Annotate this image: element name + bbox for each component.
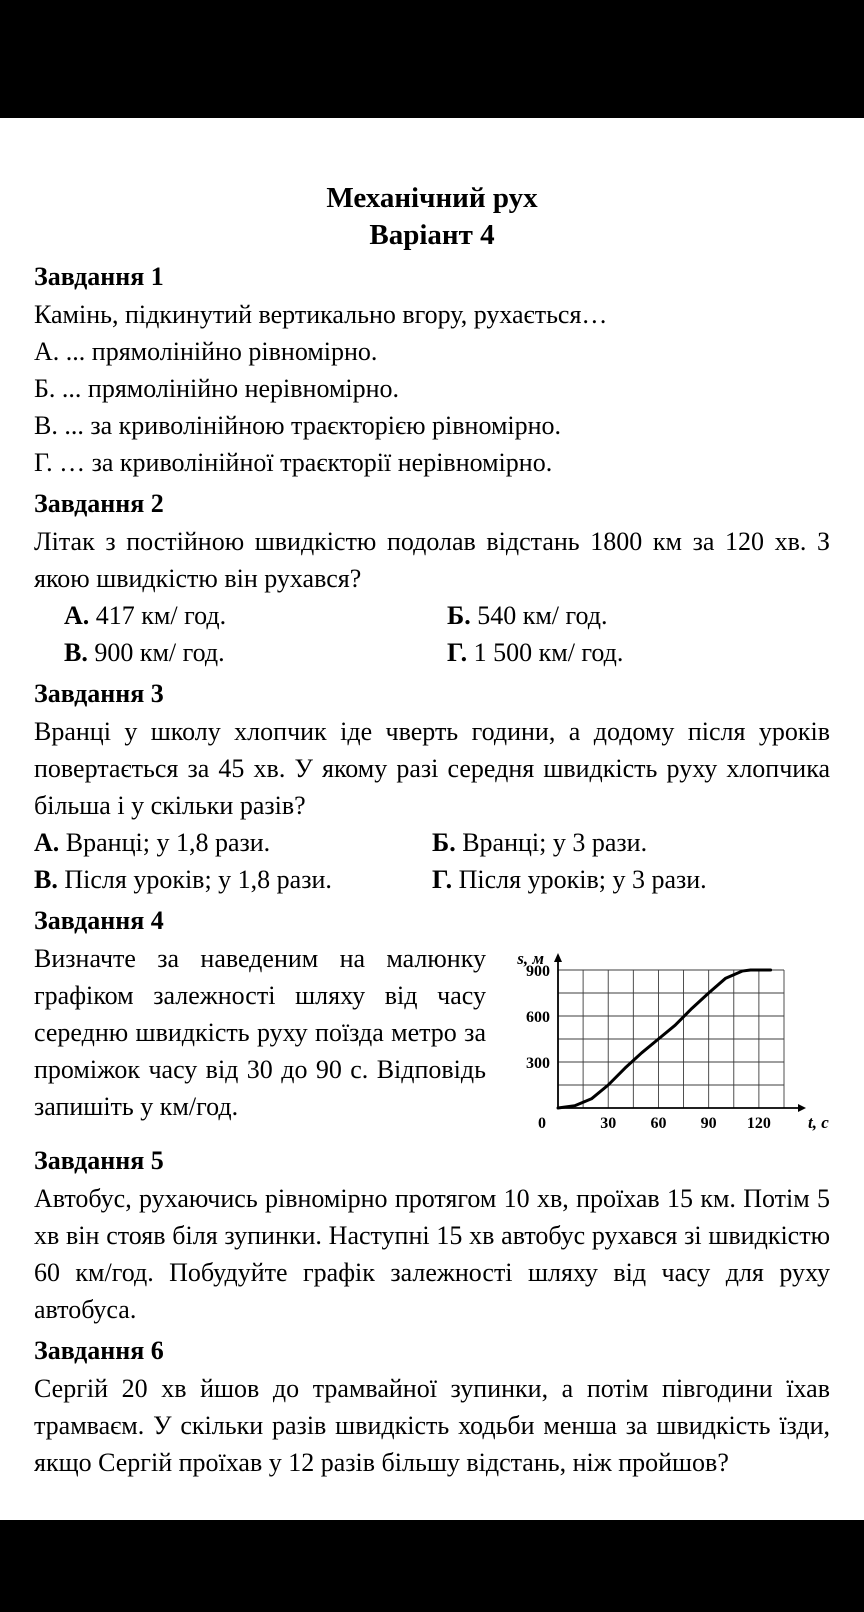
svg-text:s, м: s, м [517,950,544,968]
document-content [0,118,864,1481]
task-2-heading: Завдання 2 [34,489,164,518]
option-a [64,597,447,634]
option-b [447,597,830,634]
task-6-heading: Завдання 6 [34,1336,164,1365]
option-v-label: В. [64,638,88,667]
task-6 [34,1332,830,1481]
svg-text:120: 120 [746,1115,771,1132]
option-v-text: Після уроків; у 1,8 рази. [64,865,332,894]
option-b-text: 540 км/ год. [477,601,608,630]
task-4-body: Визначте за наведеним на малюнку графіком залежності шляху від часу середню швидкість руху поїзда метро за проміжок часу від 30 до 90 с. Відповідь запишіть у км/год. [34,944,486,1121]
option-a [34,824,432,861]
option-g-label: Г. [447,638,468,667]
task-3-body: Вранці у школу хлопчик іде чверть години, а додому після уроків повертається за 45 хв. У якому разі середня швидкість руху хлопчика більша і у скільки разів? [34,717,830,820]
task-2-options [34,597,830,671]
distance-time-graph [486,940,830,1138]
task-1-body: Камінь, підкинутий вертикально вгору, рухається… [34,300,608,329]
option-a-label: А. [64,601,90,630]
option-v [34,861,432,898]
option-g-text: 1 500 км/ год. [473,638,624,667]
option-a-text: 417 км/ год. [95,601,227,630]
svg-text:600: 600 [526,1009,550,1026]
task-1-heading: Завдання 1 [34,262,164,291]
task-2-body: Літак з постійною швидкістю подолав відстань 1800 км за 120 хв. З якою швидкістю він рухався? [34,527,830,593]
option-g-text: Після уроків; у 3 рази. [458,865,707,894]
option-v [64,634,447,671]
option-a: А. ... прямолінійно рівномірно. [34,337,378,366]
title-line-1: Механічний рух [326,182,538,214]
option-g [432,861,830,898]
svg-text:60: 60 [650,1115,667,1132]
document-title [34,180,830,254]
option-v-label: В. [34,865,58,894]
task-3-heading: Завдання 3 [34,679,164,708]
letterbox-bottom [0,1520,864,1612]
letterbox-top [0,0,864,118]
option-g [447,634,830,671]
option-b-label: Б. [432,828,456,857]
option-a-label: А. [34,828,60,857]
task-4-heading: Завдання 4 [34,906,164,935]
title-line-2: Варіант 4 [369,219,495,251]
option-a-text: Вранці; у 1,8 рази. [65,828,271,857]
task-5-body: Автобус, рухаючись рівномірно протягом 10 хв, проїхав 15 км. Потім 5 хв він стояв біля зупинки. Наступні 15 хв автобус рухався зі швидкістю 60 км/год. Побудуйте графік залежності шляху від часу для руху автобуса. [34,1184,830,1324]
task-6-body: Сергій 20 хв йшов до трамвайної зупинки, а потім півгодини їхав трамваєм. У скільки разів швидкість ходьби менша за швидкість їзди, якщо Сергій проїхав у 12 разів більшу відстань, ніж пройшов? [34,1374,830,1477]
task4-graph-svg [508,950,830,1138]
task-5 [34,1142,830,1328]
svg-text:90: 90 [700,1115,717,1132]
option-v-text: 900 км/ год. [94,638,225,667]
task-3 [34,675,830,898]
option-v: В. ... за криволінійною траєкторією рівномірно. [34,411,562,440]
task-4 [34,902,830,1138]
option-b-label: Б. [447,601,471,630]
document-page [0,118,864,1520]
svg-text:t, c: t, c [808,1113,829,1132]
option-b-text: Вранці; у 3 рази. [462,828,648,857]
task-3-options [34,824,830,898]
svg-text:300: 300 [526,1055,550,1072]
option-g-label: Г. [432,865,453,894]
task-1-options [34,333,830,481]
task-1 [34,258,830,481]
task-2 [34,485,830,671]
task-5-heading: Завдання 5 [34,1146,164,1175]
option-b: Б. ... прямолінійно нерівномірно. [34,374,400,403]
task-4-row [34,940,830,1138]
svg-text:0: 0 [538,1115,546,1132]
svg-text:900: 900 [526,963,550,980]
option-g: Г. … за криволінійної траєкторії нерівномірно. [34,448,553,477]
svg-text:30: 30 [600,1115,617,1132]
option-b [432,824,830,861]
